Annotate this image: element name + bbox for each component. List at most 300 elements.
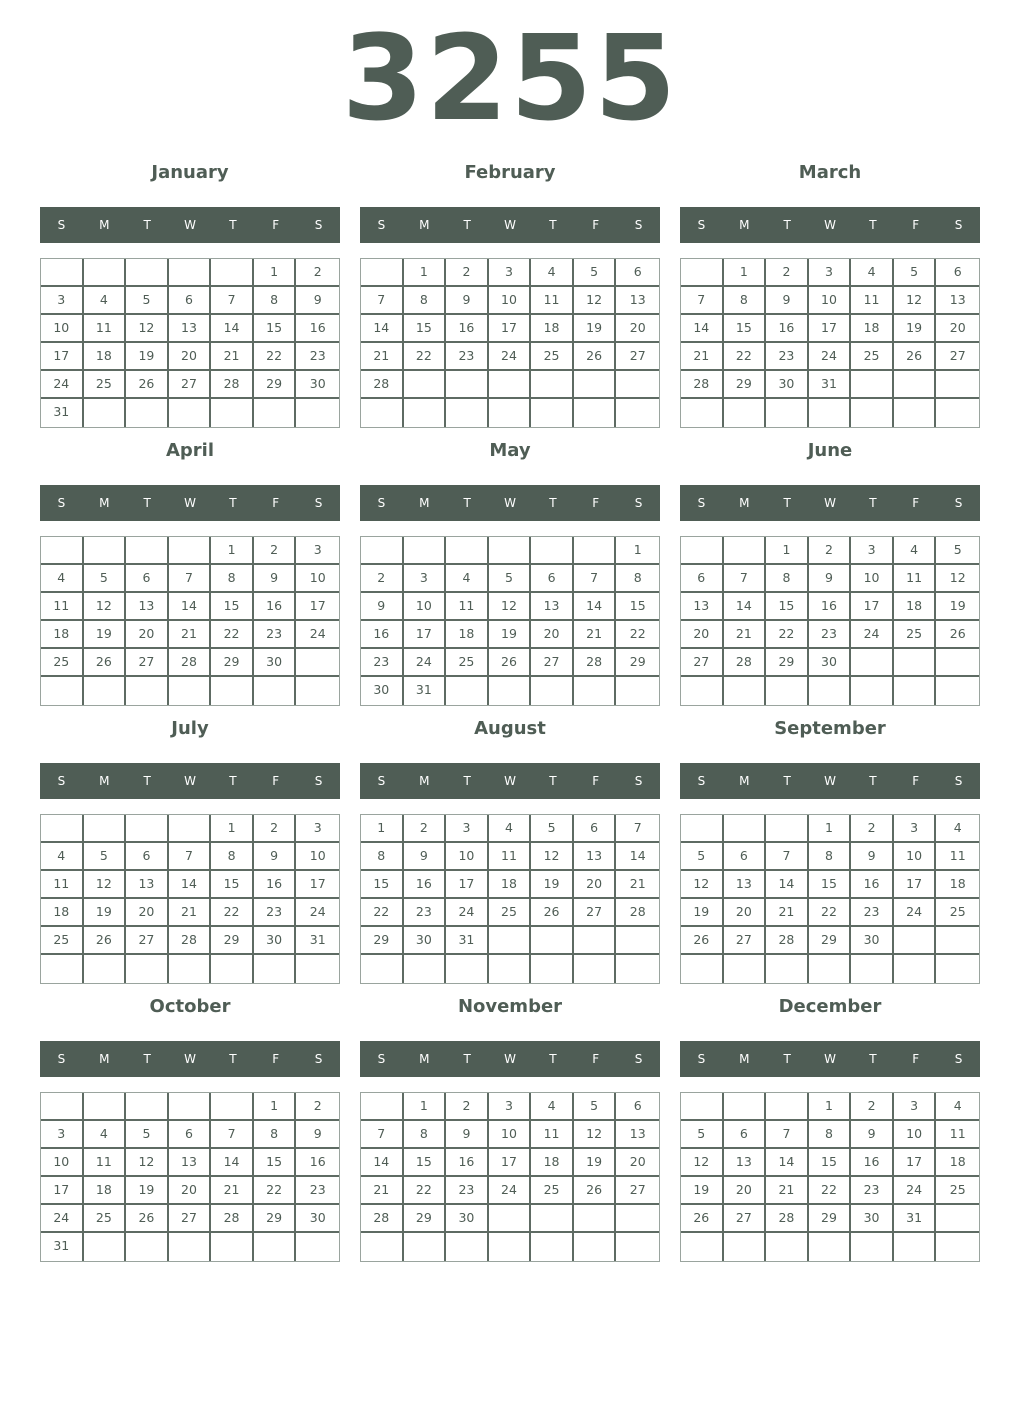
weekday-label: T [549, 1052, 557, 1066]
day-cell: 12 [531, 843, 574, 871]
day-cell: 6 [724, 843, 767, 871]
day-cell: 28 [361, 1205, 404, 1233]
day-cell: 27 [531, 649, 574, 677]
day-cell: 18 [84, 343, 127, 371]
weekday-label: S [314, 774, 323, 788]
month-name: May [489, 440, 531, 461]
day-cell: 7 [766, 1121, 809, 1149]
day-cell: 31 [296, 927, 339, 955]
day-cell: 8 [254, 1121, 297, 1149]
weekday-label: S [634, 218, 643, 232]
empty-cell [681, 259, 724, 287]
day-cell: 6 [126, 843, 169, 871]
day-cell: 23 [446, 1177, 489, 1205]
empty-cell [766, 955, 809, 983]
empty-cell [809, 677, 852, 705]
day-cell: 22 [211, 621, 254, 649]
empty-cell [211, 677, 254, 705]
day-cell: 4 [531, 259, 574, 287]
weekday-label: W [184, 1052, 196, 1066]
empty-cell [84, 1093, 127, 1121]
day-cell: 13 [126, 871, 169, 899]
empty-cell [894, 955, 937, 983]
weekday-label: T [463, 1052, 471, 1066]
empty-cell [681, 537, 724, 565]
weekday-label: M [99, 496, 110, 510]
day-cell: 13 [169, 1149, 212, 1177]
day-cell: 2 [361, 565, 404, 593]
month-august [360, 714, 660, 984]
day-cell: 8 [361, 843, 404, 871]
day-cell: 17 [446, 871, 489, 899]
day-cell: 20 [936, 315, 979, 343]
day-cell: 29 [211, 927, 254, 955]
day-cell: 11 [851, 287, 894, 315]
empty-cell [254, 1233, 297, 1261]
empty-cell [84, 955, 127, 983]
day-cell: 31 [446, 927, 489, 955]
day-cell: 3 [894, 815, 937, 843]
day-cell: 9 [296, 287, 339, 315]
day-cell: 5 [681, 843, 724, 871]
day-cell: 18 [894, 593, 937, 621]
day-cell: 11 [446, 593, 489, 621]
day-cell: 22 [254, 1177, 297, 1205]
day-cell: 26 [126, 371, 169, 399]
empty-cell [531, 955, 574, 983]
day-cell: 5 [126, 287, 169, 315]
weekday-label: T [229, 774, 237, 788]
day-cell: 23 [766, 343, 809, 371]
empty-cell [84, 537, 127, 565]
weekday-label: W [504, 496, 516, 510]
day-cell: 21 [681, 343, 724, 371]
day-cell: 17 [296, 593, 339, 621]
empty-cell [616, 1205, 659, 1233]
day-cell: 31 [41, 1233, 84, 1261]
empty-cell [936, 1205, 979, 1233]
empty-cell [361, 955, 404, 983]
empty-cell [84, 1233, 127, 1261]
weekday-label: F [592, 774, 600, 788]
day-cell: 17 [809, 315, 852, 343]
day-cell: 29 [766, 649, 809, 677]
day-cell: 6 [169, 287, 212, 315]
day-cell: 18 [84, 1177, 127, 1205]
day-cell: 25 [936, 1177, 979, 1205]
weekday-label: T [143, 774, 151, 788]
day-cell: 12 [936, 565, 979, 593]
empty-cell [766, 1233, 809, 1261]
day-cell: 21 [724, 621, 767, 649]
empty-cell [169, 955, 212, 983]
day-cell: 30 [296, 1205, 339, 1233]
weekday-label: S [314, 496, 323, 510]
weekday-label: W [824, 496, 836, 510]
weekday-label: F [912, 218, 920, 232]
weekday-label: T [783, 1052, 791, 1066]
day-cell: 23 [851, 899, 894, 927]
weekday-label: M [419, 774, 430, 788]
day-cell: 11 [41, 871, 84, 899]
day-cell: 7 [724, 565, 767, 593]
weekday-label: T [549, 218, 557, 232]
weekday-label: T [229, 1052, 237, 1066]
day-cell: 16 [446, 315, 489, 343]
day-cell: 9 [851, 843, 894, 871]
weekday-label: W [824, 774, 836, 788]
day-cell: 27 [724, 1205, 767, 1233]
empty-cell [404, 1233, 447, 1261]
day-cell: 14 [616, 843, 659, 871]
day-cell: 14 [211, 1149, 254, 1177]
day-cell: 17 [41, 343, 84, 371]
weekday-label: W [184, 218, 196, 232]
day-cell: 15 [809, 1149, 852, 1177]
day-cell: 29 [361, 927, 404, 955]
weekday-header [680, 763, 980, 799]
day-cell: 17 [489, 1149, 532, 1177]
day-cell: 26 [894, 343, 937, 371]
day-cell: 2 [851, 1093, 894, 1121]
day-cell: 10 [296, 843, 339, 871]
day-cell: 3 [296, 815, 339, 843]
empty-cell [84, 259, 127, 287]
weekday-label: T [869, 218, 877, 232]
day-cell: 27 [616, 1177, 659, 1205]
day-cell: 27 [724, 927, 767, 955]
day-cell: 14 [766, 1149, 809, 1177]
weekday-header [360, 763, 660, 799]
day-cell: 1 [616, 537, 659, 565]
empty-cell [616, 1233, 659, 1261]
day-cell: 7 [211, 287, 254, 315]
month-july [40, 714, 340, 984]
day-cell: 12 [489, 593, 532, 621]
day-cell: 1 [404, 1093, 447, 1121]
day-cell: 29 [404, 1205, 447, 1233]
weekday-label: S [697, 774, 706, 788]
day-cell: 10 [894, 1121, 937, 1149]
day-cell: 1 [211, 537, 254, 565]
day-cell: 16 [296, 1149, 339, 1177]
day-cell: 21 [766, 899, 809, 927]
day-cell: 5 [84, 843, 127, 871]
empty-cell [574, 927, 617, 955]
day-cell: 17 [489, 315, 532, 343]
day-grid [40, 536, 340, 706]
weekday-header [680, 485, 980, 521]
empty-cell [936, 927, 979, 955]
day-cell: 23 [254, 899, 297, 927]
weekday-label: T [229, 496, 237, 510]
day-cell: 13 [169, 315, 212, 343]
day-cell: 24 [41, 371, 84, 399]
day-cell: 10 [489, 1121, 532, 1149]
day-cell: 24 [809, 343, 852, 371]
empty-cell [574, 399, 617, 427]
month-june [680, 436, 980, 706]
day-cell: 30 [851, 1205, 894, 1233]
day-cell: 25 [894, 621, 937, 649]
weekday-label: S [377, 774, 386, 788]
day-cell: 16 [404, 871, 447, 899]
day-cell: 5 [681, 1121, 724, 1149]
day-cell: 24 [296, 621, 339, 649]
weekday-header [360, 485, 660, 521]
day-cell: 13 [681, 593, 724, 621]
day-cell: 2 [404, 815, 447, 843]
day-cell: 3 [296, 537, 339, 565]
day-cell: 6 [724, 1121, 767, 1149]
day-cell: 4 [84, 287, 127, 315]
day-grid [680, 1092, 980, 1262]
day-grid [360, 258, 660, 428]
day-cell: 4 [936, 815, 979, 843]
empty-cell [126, 259, 169, 287]
day-cell: 22 [254, 343, 297, 371]
day-grid [680, 258, 980, 428]
day-cell: 19 [126, 1177, 169, 1205]
weekday-label: W [184, 774, 196, 788]
weekday-header [40, 485, 340, 521]
day-cell: 14 [361, 315, 404, 343]
day-cell: 2 [254, 537, 297, 565]
day-cell: 19 [936, 593, 979, 621]
day-cell: 10 [296, 565, 339, 593]
day-cell: 19 [126, 343, 169, 371]
empty-cell [41, 1093, 84, 1121]
weekday-label: M [739, 774, 750, 788]
day-cell: 2 [766, 259, 809, 287]
weekday-label: T [463, 496, 471, 510]
day-cell: 30 [404, 927, 447, 955]
weekday-label: M [419, 218, 430, 232]
day-cell: 19 [681, 1177, 724, 1205]
empty-cell [84, 399, 127, 427]
day-cell: 16 [851, 1149, 894, 1177]
day-cell: 4 [41, 565, 84, 593]
empty-cell [851, 955, 894, 983]
day-cell: 14 [361, 1149, 404, 1177]
day-cell: 30 [296, 371, 339, 399]
month-name: November [457, 996, 563, 1017]
day-cell: 4 [489, 815, 532, 843]
weekday-header [360, 1041, 660, 1077]
empty-cell [851, 1233, 894, 1261]
weekday-label: W [184, 496, 196, 510]
day-cell: 30 [254, 927, 297, 955]
day-cell: 5 [574, 1093, 617, 1121]
empty-cell [574, 1205, 617, 1233]
day-cell: 6 [126, 565, 169, 593]
day-cell: 20 [574, 871, 617, 899]
day-cell: 16 [851, 871, 894, 899]
day-cell: 19 [681, 899, 724, 927]
day-cell: 17 [894, 871, 937, 899]
day-cell: 17 [894, 1149, 937, 1177]
empty-cell [936, 677, 979, 705]
month-september [680, 714, 980, 984]
empty-cell [446, 1233, 489, 1261]
day-cell: 26 [936, 621, 979, 649]
empty-cell [936, 399, 979, 427]
day-cell: 9 [254, 565, 297, 593]
weekday-label: S [634, 496, 643, 510]
empty-cell [574, 1233, 617, 1261]
day-cell: 3 [489, 1093, 532, 1121]
empty-cell [126, 1093, 169, 1121]
day-cell: 11 [936, 1121, 979, 1149]
day-cell: 30 [851, 927, 894, 955]
weekday-label: W [504, 1052, 516, 1066]
day-cell: 30 [766, 371, 809, 399]
day-cell: 30 [809, 649, 852, 677]
day-cell: 25 [851, 343, 894, 371]
empty-cell [254, 399, 297, 427]
day-cell: 24 [894, 899, 937, 927]
weekday-header [680, 207, 980, 243]
day-cell: 14 [211, 315, 254, 343]
day-cell: 19 [574, 315, 617, 343]
empty-cell [851, 399, 894, 427]
day-cell: 28 [169, 649, 212, 677]
day-cell: 22 [809, 1177, 852, 1205]
day-cell: 20 [616, 315, 659, 343]
day-cell: 20 [681, 621, 724, 649]
day-cell: 15 [361, 871, 404, 899]
weekday-label: F [912, 1052, 920, 1066]
day-cell: 13 [616, 287, 659, 315]
day-cell: 6 [681, 565, 724, 593]
weekday-label: T [549, 774, 557, 788]
day-cell: 6 [531, 565, 574, 593]
weekday-label: T [463, 218, 471, 232]
day-cell: 20 [126, 899, 169, 927]
day-cell: 18 [41, 899, 84, 927]
empty-cell [681, 955, 724, 983]
day-cell: 26 [681, 927, 724, 955]
empty-cell [169, 537, 212, 565]
day-cell: 2 [296, 1093, 339, 1121]
month-march [680, 158, 980, 428]
day-cell: 28 [766, 927, 809, 955]
weekday-label: M [739, 1052, 750, 1066]
day-cell: 10 [894, 843, 937, 871]
month-name: December [778, 996, 882, 1017]
day-grid [360, 1092, 660, 1262]
day-cell: 11 [936, 843, 979, 871]
empty-cell [574, 677, 617, 705]
day-cell: 26 [681, 1205, 724, 1233]
weekday-label: T [143, 496, 151, 510]
day-cell: 8 [724, 287, 767, 315]
day-cell: 19 [84, 621, 127, 649]
month-name: February [464, 162, 556, 183]
day-cell: 15 [254, 315, 297, 343]
empty-cell [361, 1233, 404, 1261]
day-cell: 28 [169, 927, 212, 955]
weekday-header [360, 207, 660, 243]
day-cell: 5 [126, 1121, 169, 1149]
weekday-label: S [954, 218, 963, 232]
day-cell: 11 [489, 843, 532, 871]
day-cell: 22 [724, 343, 767, 371]
month-name: April [165, 440, 215, 461]
day-cell: 3 [894, 1093, 937, 1121]
day-cell: 25 [84, 371, 127, 399]
empty-cell [169, 259, 212, 287]
day-cell: 31 [41, 399, 84, 427]
day-cell: 16 [254, 593, 297, 621]
empty-cell [574, 537, 617, 565]
empty-cell [489, 371, 532, 399]
empty-cell [126, 537, 169, 565]
day-cell: 10 [809, 287, 852, 315]
day-cell: 8 [404, 1121, 447, 1149]
day-cell: 10 [446, 843, 489, 871]
empty-cell [446, 371, 489, 399]
day-cell: 23 [809, 621, 852, 649]
day-cell: 21 [361, 1177, 404, 1205]
empty-cell [446, 955, 489, 983]
day-cell: 1 [404, 259, 447, 287]
empty-cell [531, 1233, 574, 1261]
weekday-label: S [697, 1052, 706, 1066]
day-cell: 24 [894, 1177, 937, 1205]
day-cell: 9 [254, 843, 297, 871]
day-cell: 25 [41, 649, 84, 677]
day-cell: 16 [809, 593, 852, 621]
empty-cell [531, 537, 574, 565]
day-cell: 22 [616, 621, 659, 649]
weekday-label: S [57, 218, 66, 232]
day-cell: 27 [681, 649, 724, 677]
empty-cell [724, 815, 767, 843]
day-cell: 13 [616, 1121, 659, 1149]
day-cell: 25 [41, 927, 84, 955]
day-cell: 7 [169, 843, 212, 871]
empty-cell [254, 677, 297, 705]
day-cell: 12 [84, 871, 127, 899]
day-cell: 24 [404, 649, 447, 677]
weekday-label: T [783, 496, 791, 510]
weekday-label: M [99, 774, 110, 788]
empty-cell [404, 537, 447, 565]
day-cell: 15 [211, 593, 254, 621]
day-cell: 22 [766, 621, 809, 649]
weekday-label: S [377, 496, 386, 510]
month-december [680, 992, 980, 1262]
day-cell: 24 [296, 899, 339, 927]
day-cell: 14 [724, 593, 767, 621]
day-cell: 21 [361, 343, 404, 371]
day-cell: 9 [446, 287, 489, 315]
day-cell: 29 [254, 371, 297, 399]
weekday-label: S [57, 496, 66, 510]
weekday-label: W [824, 1052, 836, 1066]
weekday-label: F [272, 496, 280, 510]
empty-cell [296, 955, 339, 983]
empty-cell [211, 399, 254, 427]
day-cell: 28 [724, 649, 767, 677]
empty-cell [766, 677, 809, 705]
month-october [40, 992, 340, 1262]
day-cell: 8 [211, 843, 254, 871]
empty-cell [766, 1093, 809, 1121]
day-cell: 29 [616, 649, 659, 677]
day-cell: 24 [41, 1205, 84, 1233]
